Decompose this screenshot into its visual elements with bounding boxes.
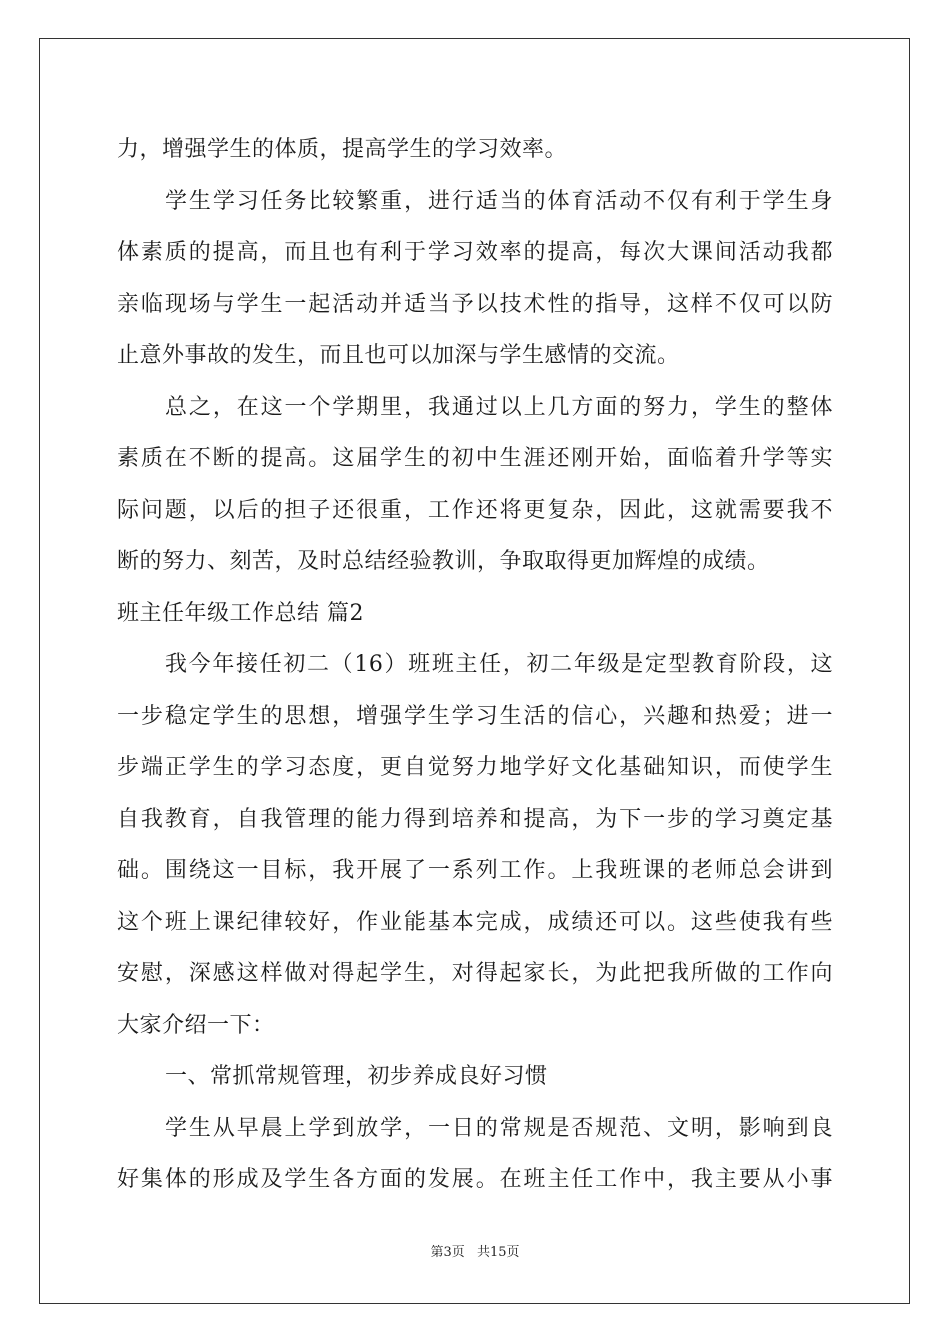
text-line: 学生从早晨上学到放学，一日的常规是否规范、文明，影响到良 [165,1115,833,1141]
section-heading: 班主任年级工作总结 篇2 [117,600,364,626]
text-line: 自我教育，自我管理的能力得到培养和提高，为下一步的学习奠定基 [117,806,833,832]
text-line: 际问题，以后的担子还很重，工作还将更复杂，因此，这就需要我不 [117,497,833,523]
text-line: 步端正学生的学习态度，更自觉努力地学好文化基础知识，而使学生 [117,755,833,780]
text-line: 力，增强学生的体质，提高学生的学习效率。 [117,137,568,162]
text-line: 亲临现场与学生一起活动并适当予以技术性的指导，这样不仅可以防 [117,291,833,317]
text-line: 安慰，深感这样做对得起学生，对得起家长，为此把我所做的工作向 [117,961,833,986]
text-line: 素质在不断的提高。这届学生的初中生涯还刚开始，面临着升学等实 [117,446,833,471]
subsection-heading: 一、常抓常规管理，初步养成良好习惯 [165,1064,548,1089]
text-line: 我今年接任初二（16）班班主任，初二年级是定型教育阶段，这 [165,652,833,677]
text-line: 础。围绕这一目标，我开展了一系列工作。上我班课的老师总会讲到 [117,858,833,883]
text-line: 一步稳定学生的思想，增强学生学习生活的信心，兴趣和热爱；进一 [117,703,833,729]
total-pages-label: 共15页 [476,1245,520,1260]
current-page-label: 第3页 [430,1245,465,1260]
text-line: 好集体的形成及学生各方面的发展。在班主任工作中，我主要从小事 [117,1167,833,1192]
text-line: 体素质的提高，而且也有利于学习效率的提高，每次大课间活动我都 [117,240,833,265]
text-line: 断的努力、刻苦，及时总结经验教训，争取取得更加辉煌的成绩。 [117,549,770,574]
text-line: 止意外事故的发生，而且也可以加深与学生感情的交流。 [117,343,680,368]
text-line: 这个班上课纪律较好，作业能基本完成，成绩还可以。这些使我有些 [117,909,833,935]
document-body [117,124,833,1206]
text-line: 大家介绍一下： [117,1012,275,1038]
text-line: 学生学习任务比较繁重，进行适当的体育活动不仅有利于学生身 [165,188,833,214]
text-line: 总之，在这一个学期里，我通过以上几方面的努力，学生的整体 [165,394,833,420]
page-footer [0,1241,950,1260]
